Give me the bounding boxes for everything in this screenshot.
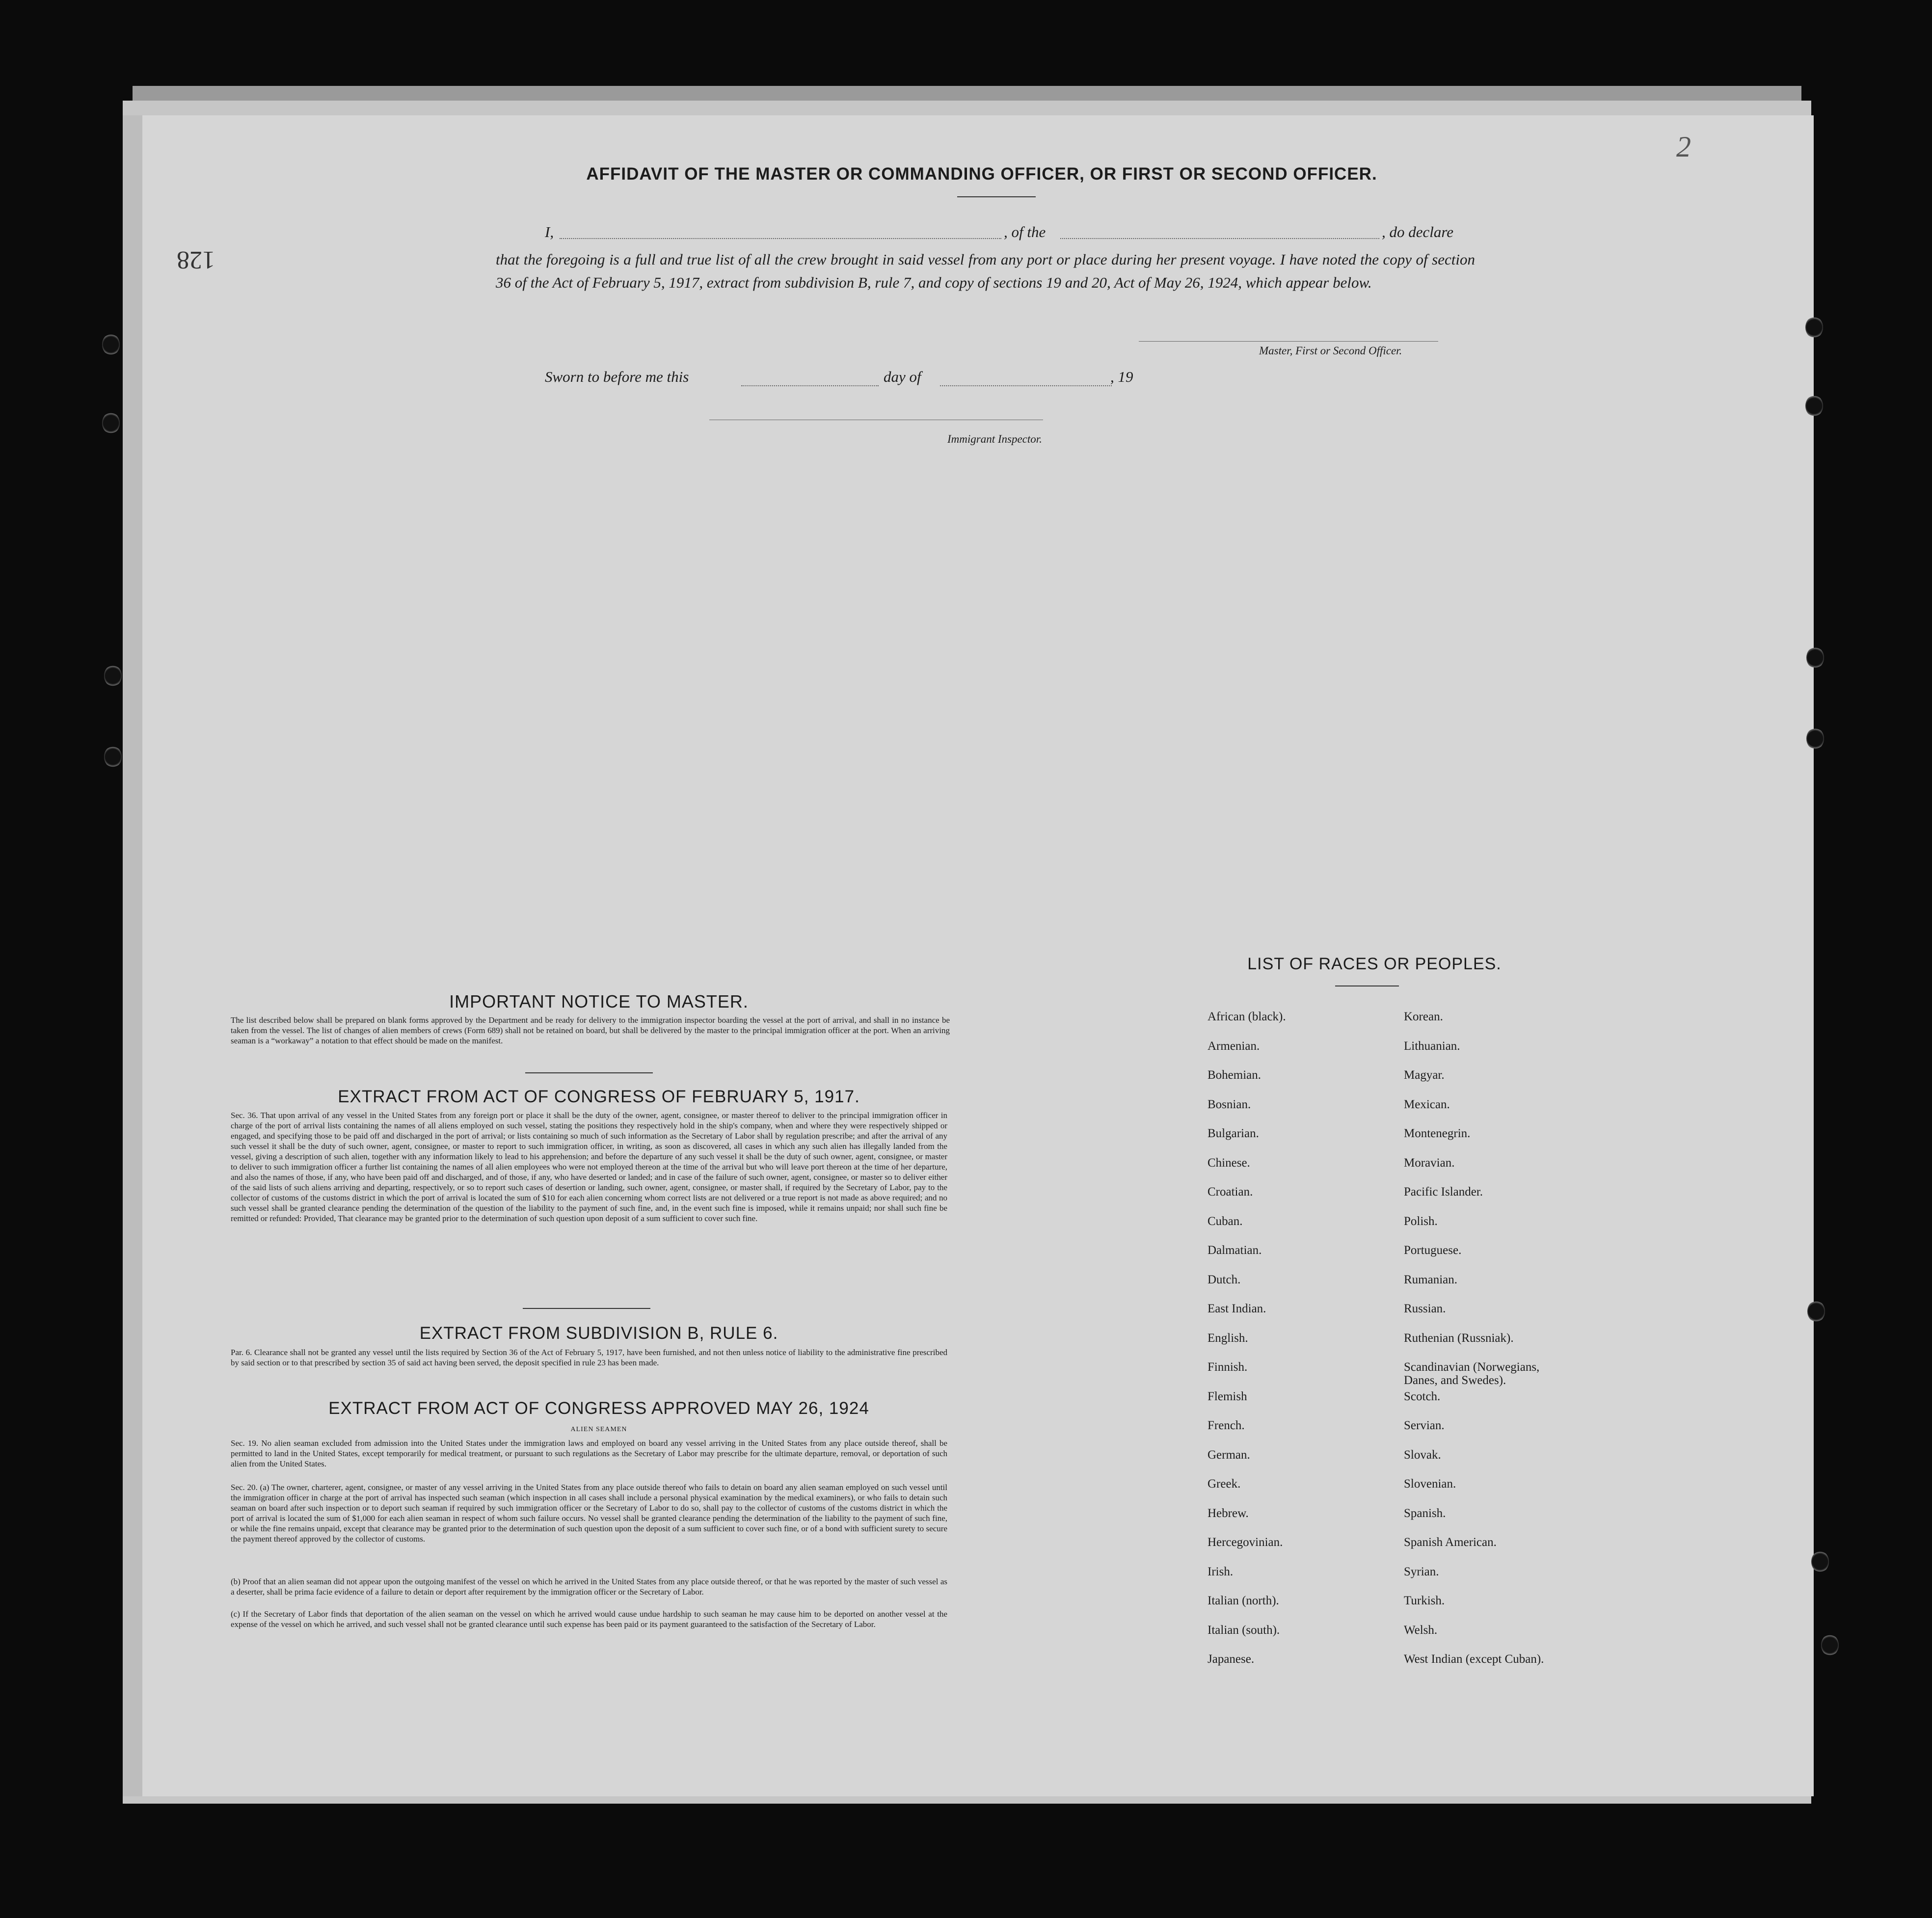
day-blank <box>741 385 879 386</box>
extract-1924-sec20a: Sec. 20. (a) The owner, charterer, agent, consignee, or master of any vessel arriving in the United States from any place outside thereof who fails to detain on board any alien seaman employed on such vessel until the immigration officer in charge at the port of arrival has inspected such seaman (which inspection in all cases shall include a personal physical examination by the medical examiners), or who fails to detain such seaman on board after such inspection or to deport such seaman if required by such immigration officer or the Secretary of Labor to do so, shall pay to the collector of customs of the customs district in which the port of arrival is located the sum of $1,000 for each alien seaman in respect of whom such failure occurs. No vessel shall be granted clearance pending the determination of the liability to the payment of such fine, or while the fine remains unpaid, except that clearance may be granted prior to the determination of such question upon the deposit of a sum sufficient to cover such fine, or of a bond with sufficient surety to secure the payment thereof approved by the collector of customs. <box>231 1483 947 1544</box>
signature-blank <box>1139 341 1438 342</box>
binding-strip <box>123 115 142 1796</box>
race-item: East Indian. <box>1208 1302 1266 1315</box>
race-item: Scotch. <box>1404 1389 1441 1403</box>
affidavit-rule <box>957 196 1036 197</box>
race-item: Slovak. <box>1404 1448 1441 1462</box>
extract-1924-sec20c: (c) If the Secretary of Labor finds that deportation of the alien seaman on the vessel on which he arrived would cause undue hardship to such seaman he may cause him to be deported on another vessel at the expense of the vessel on which he arrived, and such vessel shall not be granted clearance until such expense has been paid or its payment guaranteed to the satisfaction of the Secretary of Labor. <box>231 1609 947 1629</box>
race-item: Montenegrin. <box>1404 1127 1471 1140</box>
race-item: Slovenian. <box>1404 1477 1456 1491</box>
race-item: French. <box>1208 1419 1245 1432</box>
race-item: Italian (north). <box>1208 1594 1279 1607</box>
name-blank <box>560 238 1001 239</box>
affidavit-i: I, <box>545 223 554 240</box>
race-item: Dutch. <box>1208 1273 1241 1286</box>
binder-hole-left-2 <box>102 412 120 434</box>
affidavit-declare: , do declare <box>1382 223 1454 240</box>
race-item: Spanish. <box>1404 1506 1446 1520</box>
extract-1924-sec20b: (b) Proof that an alien seaman did not appear upon the outgoing manifest of the vessel on which he arrived in the United States from any place outside thereof, or that he was reported by the master of such vessel as a deserter, shall be prima facie evidence of a failure to detain or deport after requirement by the immigration officer or the Secretary of Labor. <box>231 1577 947 1597</box>
subdivision-b-title: EXTRACT FROM SUBDIVISION B, RULE 6. <box>419 1324 778 1343</box>
extract-1917-title: EXTRACT FROM ACT OF CONGRESS OF FEBRUARY 5, 1917. <box>338 1087 860 1106</box>
race-item: Magyar. <box>1404 1068 1445 1082</box>
subdivision-b-body: Par. 6. Clearance shall not be granted any vessel until the lists required by Section 36 of the Act of February 5, 1917, have been furnished, and not then unless notice of liability to the administrative fine prescribed by said section or to that prescribed by section 35 of said act having been served, the deposit specified in rule 23 has been made. <box>231 1348 947 1367</box>
race-item: Spanish American. <box>1404 1536 1497 1549</box>
extract-1924-title: EXTRACT FROM ACT OF CONGRESS APPROVED MAY 26, 1924 <box>328 1399 869 1418</box>
race-item: Hercegovinian. <box>1208 1536 1283 1549</box>
race-item: Mexican. <box>1404 1097 1450 1111</box>
binder-hole-right-3 <box>1806 647 1824 668</box>
race-item: Greek. <box>1208 1477 1241 1491</box>
race-item: Syrian. <box>1404 1565 1439 1578</box>
inspector-label: Immigrant Inspector. <box>947 433 1042 445</box>
binder-hole-right-2 <box>1805 395 1823 417</box>
race-item: West Indian (except Cuban). <box>1404 1652 1544 1666</box>
race-item: Servian. <box>1404 1419 1445 1432</box>
notice-rule <box>525 1072 653 1073</box>
page-number-mark: 128 <box>177 246 215 274</box>
extract-1924-subtitle: ALIEN SEAMEN <box>570 1426 627 1433</box>
race-item: Croatian. <box>1208 1185 1253 1199</box>
race-item: African (black). <box>1208 1010 1286 1023</box>
race-item: Moravian. <box>1404 1156 1455 1170</box>
race-item: Chinese. <box>1208 1156 1250 1170</box>
race-item: Ruthenian (Russniak). <box>1404 1331 1514 1345</box>
month-blank <box>940 385 1112 386</box>
binder-hole-left-1 <box>102 334 120 355</box>
race-item: Portuguese. <box>1404 1244 1462 1257</box>
race-item: Scandinavian (Norwegians, Danes, and Swedes). <box>1404 1360 1540 1387</box>
race-item: Bulgarian. <box>1208 1127 1259 1140</box>
race-item: Irish. <box>1208 1565 1234 1578</box>
affidavit-body: that the foregoing is a full and true list of all the crew brought in said vessel from any port or place during her present voyage. I have noted the copy of section 36 of the Act of February 5, 1917, extract from subdivision B, rule 7, and copy of sections 19 and 20, Act of May 26, 1924, which appear below. <box>496 251 1475 291</box>
race-item: Rumanian. <box>1404 1273 1458 1286</box>
binder-hole-right-7 <box>1821 1634 1839 1656</box>
binder-hole-left-3 <box>104 665 122 687</box>
vessel-blank <box>1060 238 1379 239</box>
race-item: German. <box>1208 1448 1250 1462</box>
race-item: Armenian. <box>1208 1039 1260 1053</box>
notice-title: IMPORTANT NOTICE TO MASTER. <box>449 991 749 1012</box>
sworn-prefix: Sworn to before me this <box>545 368 689 385</box>
affidavit-of-the: , of the <box>1004 223 1046 240</box>
race-item: English. <box>1208 1331 1248 1345</box>
extract-1924-sec19: Sec. 19. No alien seaman excluded from admission into the United States under the immigration laws and employed on board any vessel arriving in the United States from any place outside thereof, shall be permitted to land in the United States, except temporarily for medical treatment, or pursuant to such regulations as the Secretary of Labor may prescribe for the ultimate departure, removal, or deportation of such alien from the United States. <box>231 1438 947 1468</box>
race-item: Polish. <box>1404 1214 1438 1228</box>
race-item: Welsh. <box>1404 1623 1438 1637</box>
race-item: Italian (south). <box>1208 1623 1280 1637</box>
affidavit-title: AFFIDAVIT OF THE MASTER OR COMMANDING OFFICER, OR FIRST OR SECOND OFFICER. <box>586 164 1377 184</box>
race-item: Cuban. <box>1208 1214 1243 1228</box>
race-item: Japanese. <box>1208 1652 1255 1666</box>
corner-mark: 2 <box>1676 131 1691 163</box>
binder-hole-right-6 <box>1811 1551 1829 1572</box>
race-item: Turkish. <box>1404 1594 1445 1607</box>
binder-hole-right-1 <box>1805 317 1823 338</box>
race-item: Russian. <box>1404 1302 1446 1315</box>
race-item: Korean. <box>1404 1010 1443 1023</box>
sworn-day-of: day of <box>884 368 921 385</box>
signature-label: Master, First or Second Officer. <box>1259 345 1402 357</box>
races-title: LIST OF RACES OR PEOPLES. <box>1247 955 1502 973</box>
sworn-year: , 19 <box>1110 368 1133 385</box>
race-item: Lithuanian. <box>1404 1039 1460 1053</box>
extract-1917-rule <box>523 1308 650 1309</box>
race-item: Bosnian. <box>1208 1097 1251 1111</box>
race-item: Bohemian. <box>1208 1068 1261 1082</box>
race-item: Pacific Islander. <box>1404 1185 1483 1199</box>
binder-hole-left-4 <box>104 746 122 768</box>
binder-hole-right-5 <box>1807 1301 1825 1322</box>
race-item: Dalmatian. <box>1208 1244 1262 1257</box>
extract-1917-body: Sec. 36. That upon arrival of any vessel in the United States from any foreign port or place it shall be the duty of the owner, agent, consignee, or master thereof to deliver to the principal immigration officer in charge of the port of arrival lists containing the names of all aliens employed on such vessel, stating the positions they respectively hold in the ship's company, when and where they were respectively shipped or engaged, and specifying those to be paid off and discharged in the port of arrival; or lists containing so much of such information as the Secretary of Labor shall by regulation prescribe; and after the arrival of any such vessel it shall be the duty of such owner, agent, consignee, or master to report to such immigration officer, in writing, as soon as discovered, all cases in which any such alien has illegally landed from the vessel, giving a description of such alien, together with any information likely to lead to his apprehension; and before the departure of any such vessel it shall be the duty of such owner, agent, consignee, or master to deliver to such immigration officer a further list containing the names of all alien employees who were not employed thereon at the time of the arrival but who will leave port thereon at the time of her departure, and also the names of those, if any, who have been paid off and discharged, and of those, if any, who have deserted or landed; and in case of the failure of such owner, agent, consignee, or master so to deliver either of the said lists of such aliens arriving and departing, respectively, or so to report such cases of desertion or landing, such owner, agent, consignee, or master shall, if required by the Secretary of Labor, pay to the collector of customs of the customs district in which the port of arrival is located the sum of $10 for each alien concerning whom correct lists are not delivered or a true report is not made as above required; and no such vessel shall be granted clearance pending the determination of the question of the liability to the payment of such fine, and, in the event such fine is imposed, while it remains unpaid; nor shall such fine be remitted or refunded: Provided, That clearance may be granted prior to the determination of such question upon deposit of a sum sufficient to cover such fine. <box>231 1111 947 1223</box>
race-item: Flemish <box>1208 1389 1247 1403</box>
race-item: Finnish. <box>1208 1360 1248 1374</box>
notice-body: The list described below shall be prepared on blank forms approved by the Department and be ready for delivery to the immigration inspector boarding the vessel at the port of arrival, and shall in no instance be taken from the vessel. The list of changes of alien members of crews (Form 689) shall not be retained on board, but shall be delivered by the master to the principal immigration officer at the port. When an arriving seaman is a “workaway” a notation to that effect should be made on the manifest. <box>231 1015 950 1045</box>
race-item: Hebrew. <box>1208 1506 1249 1520</box>
binder-hole-right-4 <box>1806 728 1824 749</box>
